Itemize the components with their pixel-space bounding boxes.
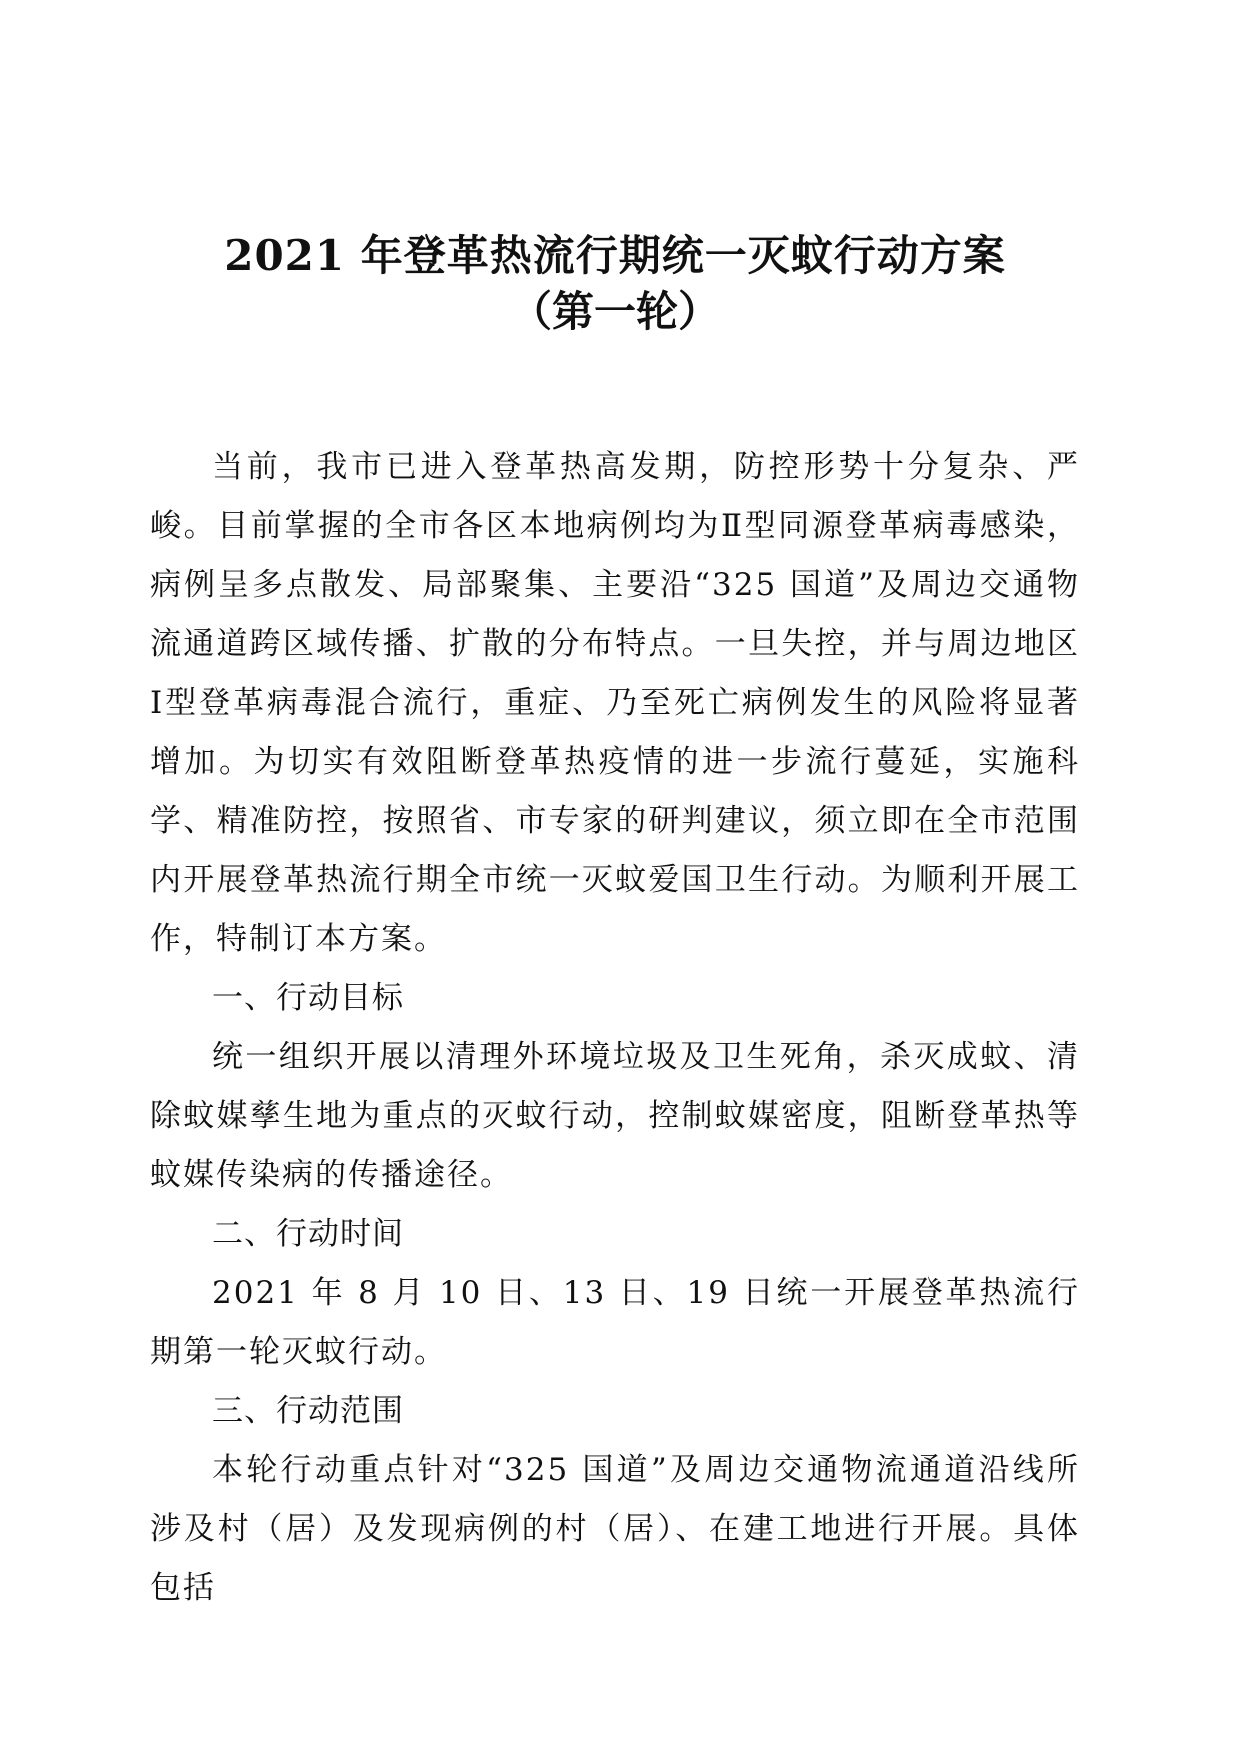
section-heading: 三、行动范围 <box>212 1393 404 1429</box>
section-paragraph: 本轮行动重点针对“325 国道”及周边交通物流通道沿线所涉及村（居）及发现病例的村（居）、在建工地进行开展。具体包括 <box>150 1452 1080 1606</box>
section-heading: 二、行动时间 <box>212 1216 404 1252</box>
section-paragraph: 统一组织开展以清理外环境垃圾及卫生死角，杀灭成蚊、清除蚊媒孳生地为重点的灭蚊行动，控制蚊媒密度，阻断登革热等蚊媒传染病的传播途径。 <box>150 1039 1080 1193</box>
section-heading: 一、行动目标 <box>212 980 404 1016</box>
document-title: 2021 年登革热流行期统一灭蚊行动方案 <box>224 231 1006 280</box>
section-paragraph: 2021 年 8 月 10 日、13 日、19 日统一开展登革热流行期第一轮灭蚊行动。 <box>150 1275 1080 1370</box>
section-goal <box>150 969 1080 1205</box>
section-time <box>150 1205 1080 1382</box>
intro-paragraph: 当前，我市已进入登革热高发期，防控形势十分复杂、严峻。目前掌握的全市各区本地病例均为Ⅱ型同源登革病毒感染，病例呈多点散发、局部聚集、主要沿“325 国道”及周边交通物流通道跨区域传播、扩散的分布特点。一旦失控，并与周边地区Ⅰ型登革病毒混合流行，重症、乃至死亡病例发生的风险将显著增加。为切实有效阻断登革热疫情的进一步流行蔓延，实施科学、精准防控，按照省、市专家的研判建议，须立即在全市范围内开展登革热流行期全市统一灭蚊爱国卫生行动。为顺利开展工作，特制订本方案。 <box>150 449 1080 957</box>
section-scope <box>150 1382 1080 1618</box>
document-subtitle: （第一轮） <box>509 287 720 336</box>
document-page <box>150 228 1080 1618</box>
document-body <box>150 438 1080 1618</box>
